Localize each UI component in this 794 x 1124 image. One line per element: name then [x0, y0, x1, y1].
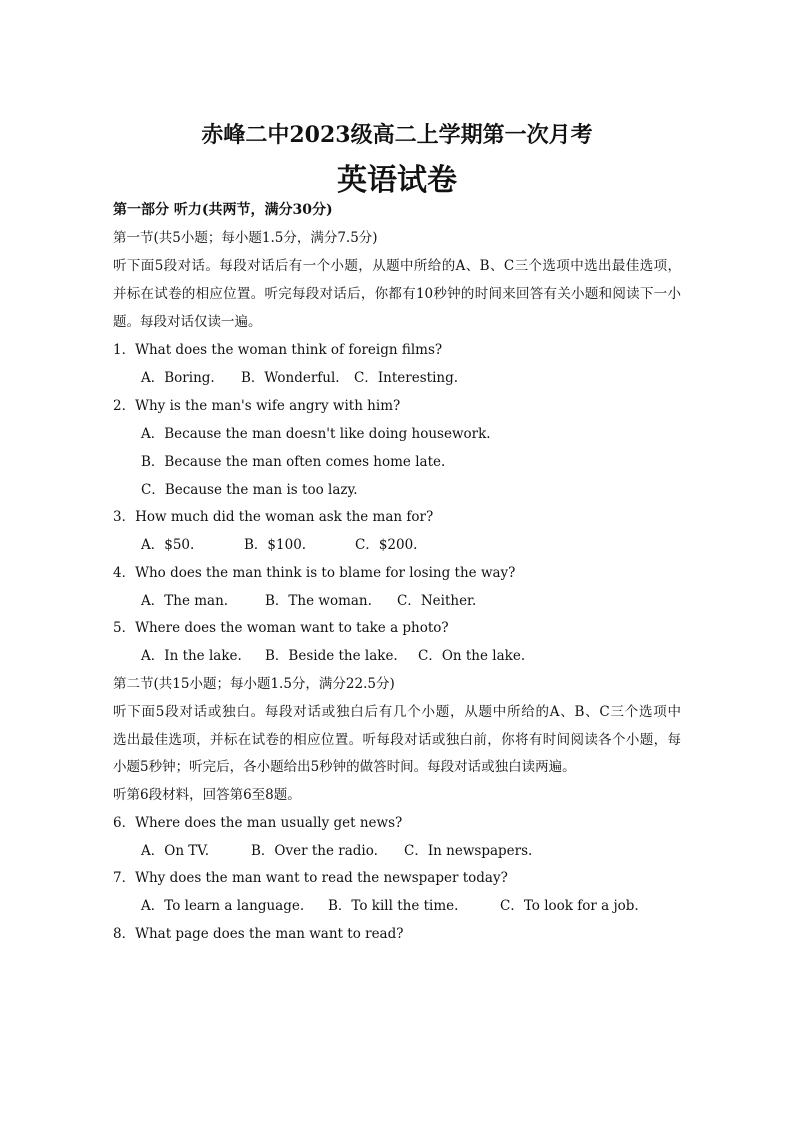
- question-stem: 4．Who does the man think is to blame for losing the way?: [113, 565, 516, 581]
- option-a[interactable]: A．Because the man doesn't like doing housework.: [141, 426, 491, 442]
- option-c[interactable]: C．Because the man is too lazy.: [141, 482, 358, 498]
- section1-heading: 第一节(共5小题；每小题1.5分，满分7.5分): [113, 230, 378, 246]
- question-stem: 7．Why does the man want to read the newspaper today?: [113, 870, 508, 886]
- question-stem: 6．Where does the man usually get news?: [113, 815, 403, 831]
- option-c[interactable]: C．In newspapers.: [404, 843, 533, 859]
- option-a[interactable]: A．$50.: [141, 537, 195, 553]
- exam-title: 赤峰二中2023级高二上学期第一次月考: [201, 122, 593, 148]
- section1-instruction-line: 听下面5段对话。每段对话后有一个小题，从题中所给的A、B、C三个选项中选出最佳选项，: [113, 258, 681, 274]
- option-c[interactable]: C．$200.: [355, 537, 418, 553]
- question-stem: 5．Where does the woman want to take a photo?: [113, 620, 449, 636]
- question-stem: 1．What does the woman think of foreign films?: [113, 342, 443, 358]
- section2-heading: 第二节(共15小题；每小题1.5分，满分22.5分): [113, 676, 395, 692]
- option-c[interactable]: C．To look for a job.: [500, 898, 639, 914]
- option-c[interactable]: C．Interesting.: [354, 370, 459, 386]
- question-stem: 3．How much did the woman ask the man for?: [113, 509, 434, 525]
- option-b[interactable]: B．Over the radio.: [251, 843, 378, 859]
- option-a[interactable]: A．In the lake.: [141, 648, 242, 664]
- option-a[interactable]: A．Boring.: [141, 370, 215, 386]
- material-note: 听第6段材料，回答第6至8题。: [113, 787, 301, 803]
- option-a[interactable]: A．To learn a language.: [141, 898, 305, 914]
- option-b[interactable]: B．Wonderful.: [241, 370, 340, 386]
- part1-heading: 第一部分 听力(共两节，满分30分): [113, 202, 333, 218]
- option-b[interactable]: B．$100.: [244, 537, 307, 553]
- option-b[interactable]: B．Because the man often comes home late.: [141, 454, 446, 470]
- question-stem: 8．What page does the man want to read?: [113, 926, 404, 942]
- section1-instruction-line: 题。每段对话仅读一遍。: [113, 314, 262, 330]
- option-b[interactable]: B．The woman.: [265, 593, 372, 609]
- option-c[interactable]: C．Neither.: [397, 593, 477, 609]
- section2-instruction-line: 小题5秒钟；听完后，各小题给出5秒钟的做答时间。每段对话或独白读两遍。: [113, 759, 576, 775]
- option-b[interactable]: B．To kill the time.: [328, 898, 459, 914]
- section2-instruction-line: 选出最佳选项，并标在试卷的相应位置。听每段对话或独白前，你将有时间阅读各个小题，每: [113, 732, 681, 748]
- option-c[interactable]: C．On the lake.: [418, 648, 526, 664]
- section2-instruction-line: 听下面5段对话或独白。每段对话或独白后有几个小题，从题中所给的A、B、C三个选项中: [113, 704, 681, 720]
- section1-instruction-line: 并标在试卷的相应位置。听完每段对话后，你都有10秒钟的时间来回答有关小题和阅读下一小: [113, 286, 681, 302]
- question-stem: 2．Why is the man's wife angry with him?: [113, 398, 401, 414]
- option-a[interactable]: A．The man.: [141, 593, 229, 609]
- exam-subtitle: 英语试卷: [337, 163, 457, 198]
- option-a[interactable]: A．On TV.: [141, 843, 209, 859]
- option-b[interactable]: B．Beside the lake.: [265, 648, 398, 664]
